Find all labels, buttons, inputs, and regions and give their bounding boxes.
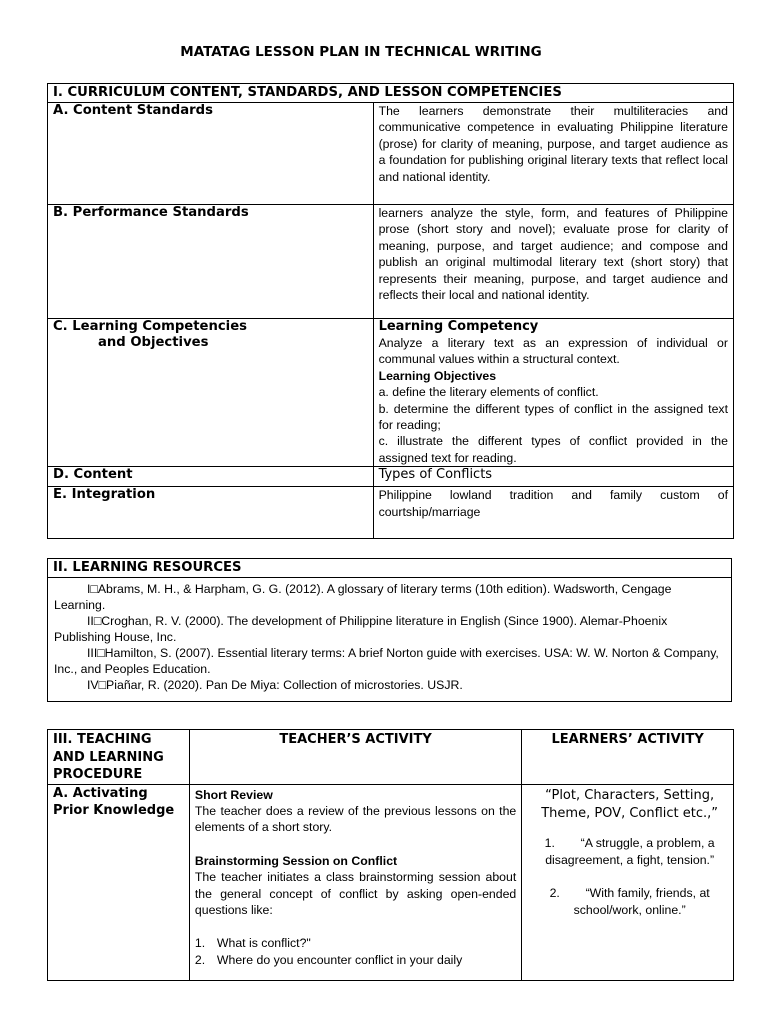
question-item — [195, 952, 516, 968]
resource-item: IV□Piañar, R. (2020). Pan De Miya: Collection of microstories. USJR. — [87, 678, 463, 692]
question-item — [195, 935, 516, 951]
resources-list — [48, 578, 732, 702]
performance-standards-text: learners analyze the style, form, and features of Philippine prose (short story and novel); evaluate prose for clarity of meaning, purpose, and target audience; and compose and publish an original multimodal literary text (short story) that represents their meaning, purpose, and target audience and reflects their local and national identity. — [373, 205, 733, 319]
content-standards-text: The learners demonstrate their multiliteracies and communicative competence in evaluating Philippine literature (prose) for clarity of meaning, purpose, and target audience as a foundation for publishing original literary texts that reflect local and national identity. — [373, 103, 733, 205]
resources-table — [47, 558, 732, 702]
learner-intro-text: “Plot, Characters, Setting, Theme, POV, Conflict etc.,” — [541, 787, 719, 821]
short-review-text: The teacher does a review of the previous lessons on the elements of a short story. — [194, 803, 517, 835]
learner-answer-number: 1. — [544, 835, 555, 850]
question-text: Where do you encounter conflict in your daily — [216, 952, 463, 967]
procedure-table — [47, 729, 734, 981]
competencies-label-line2: and Objectives — [98, 335, 209, 350]
competencies-cell — [373, 319, 733, 467]
document-title: MATATAG LESSON PLAN IN TECHNICAL WRITING — [180, 44, 542, 60]
learners-activity-cell — [522, 784, 734, 981]
activating-prior-knowledge-label: A. Activating Prior Knowledge — [48, 784, 190, 981]
competencies-label — [48, 319, 374, 467]
integration-label: E. Integration — [48, 487, 374, 539]
objective-a: a. define the literary elements of conflict. — [378, 385, 599, 400]
question-text: What is conflict?" — [216, 936, 311, 951]
objectives-heading: Learning Objectives — [378, 368, 497, 383]
question-number: 1. — [194, 936, 206, 951]
question-number: 2. — [194, 952, 206, 967]
learner-answer-text: “A struggle, a problem, a disagreement, a fight, tension.” — [545, 835, 715, 867]
resource-item: I□Abrams, M. H., & Harpham, G. G. (2012). A glossary of literary terms (10th edition). Wadsworth, Cengage Learning. — [54, 582, 672, 612]
integration-text: Philippine lowland tradition and family custom of courtship/marriage — [373, 487, 733, 539]
objective-c: c. illustrate the different types of conflict provided in the assigned text for reading. — [378, 434, 728, 465]
competency-text: Analyze a literary text as an expression of individual or communal values within a structural context. — [378, 336, 728, 367]
learners-activity-header: LEARNERS’ ACTIVITY — [522, 730, 734, 785]
resource-item: II□Croghan, R. V. (2000). The development of Philippine literature in English (Since 1900). Alemar-Phoenix Publishing House, Inc. — [54, 614, 668, 644]
curriculum-table — [47, 83, 734, 539]
learner-answer-number: 2. — [549, 885, 560, 900]
learner-answer — [534, 885, 725, 920]
content-text: Types of Conflicts — [373, 467, 733, 487]
section2-header: II. LEARNING RESOURCES — [48, 559, 732, 578]
objective-b: b. determine the different types of conflict in the assigned text for reading; — [378, 401, 728, 433]
learner-answer — [534, 835, 725, 870]
brainstorm-heading: Brainstorming Session on Conflict — [194, 853, 398, 868]
short-review-heading: Short Review — [194, 787, 273, 802]
procedure-header-col1: III. TEACHING AND LEARNING PROCEDURE — [48, 730, 190, 785]
section1-header: I. CURRICULUM CONTENT, STANDARDS, AND LESSON COMPETENCIES — [48, 84, 734, 103]
teacher-activity-header: TEACHER’S ACTIVITY — [189, 730, 521, 785]
content-standards-label: A. Content Standards — [48, 103, 374, 205]
resource-item: III□Hamilton, S. (2007). Essential literary terms: A brief Norton guide with exercises. USA: W. W. Norton & Company, Inc., and Peoples Education. — [54, 646, 719, 676]
competencies-label-line1: C. Learning Competencies — [53, 319, 247, 334]
teacher-activity-cell — [189, 784, 521, 981]
learner-answer-text: “With family, friends, at school/work, online.” — [573, 885, 710, 917]
content-label: D. Content — [48, 467, 374, 487]
brainstorm-text: The teacher initiates a class brainstorming session about the general concept of conflict by asking open-ended questions like: — [194, 870, 517, 917]
competency-heading: Learning Competency — [378, 319, 539, 334]
performance-standards-label: B. Performance Standards — [48, 205, 374, 319]
